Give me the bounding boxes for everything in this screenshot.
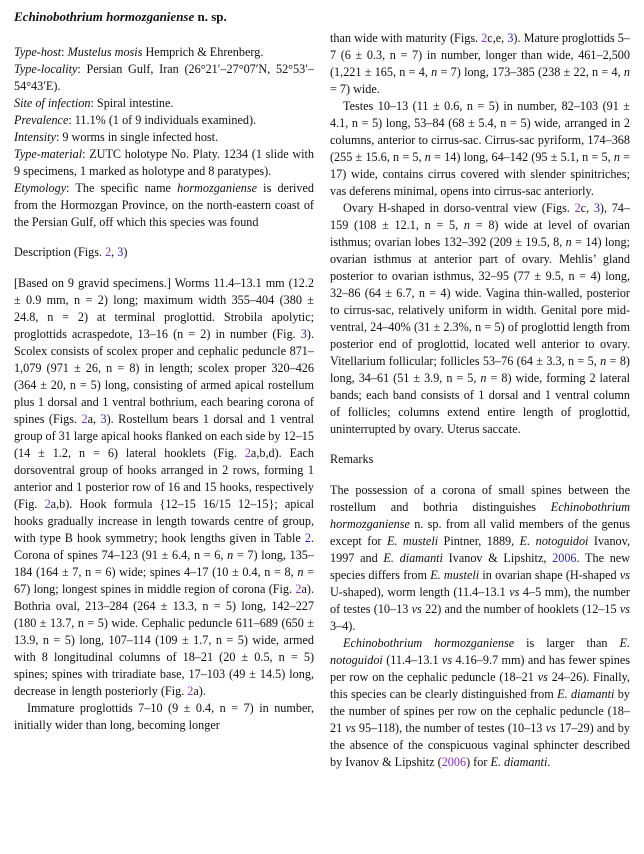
text-segment: Type-host (14, 45, 62, 59)
text-segment: 4.16–9.7 mm) and has fewer spines per row on the cephalic peduncle (18–21 (330, 653, 630, 684)
text-segment: E. musteli (430, 568, 480, 582)
text-segment: 22) and the number of hooklets (12–15 (421, 602, 620, 616)
site-of-infection-entry (14, 95, 314, 112)
fig-2-link[interactable]: 2 (105, 245, 112, 259)
fig-2-link[interactable]: 2 (81, 412, 88, 426)
description-paragraph-1 (14, 275, 314, 700)
text-segment: Description (Figs. (14, 245, 106, 259)
text-segment: n. sp. from all valid members of the genus except for (330, 517, 630, 548)
text-segment: by the number of spines per row on the cephalic peduncle (18–21 (330, 687, 630, 735)
text-segment: 24–26). Finally, this species can be clearly distinguished from (330, 670, 630, 701)
text-segment: Echinobothrium hormozganiense (330, 500, 630, 531)
text-segment: a,b,d). Each dorsoventral group of hooks arranged in 2 rows, forming 1 anterior and 1 posterior row of 16 and 15 hooks, respectively (Fig. (14, 446, 314, 511)
text-segment: a,b). Hook formula {12–15 16/15 12–15}; apical hooks gradually increase in length towards centre of group, with type B hook symmetry; hook lengths given in Table (14, 497, 314, 545)
text-segment: n (463, 218, 470, 232)
fig-3-link[interactable]: 3 (507, 31, 514, 45)
fig-2-link[interactable]: 2 (574, 201, 581, 215)
text-segment: = 14) long, 64–142 (95 ± 5.1, n = 5, (430, 150, 614, 164)
text-segment: Ivanov, 1997 and (330, 534, 630, 565)
text-segment: c,e, (487, 31, 508, 45)
text-segment: E. diamanti (490, 755, 548, 769)
text-segment: = 8) wide at level of ovarian isthmus; ovarian lobes 132–392 (209 ± 19.5, 8, (330, 218, 630, 249)
text-segment: n (480, 371, 487, 385)
text-segment: ). Rostellum bears 1 dorsal and 1 ventral group of 31 large apical hooks flanked on each side by 12–15 (14 ± 1.2, n = 6) lateral hooklets (Fig. (14, 412, 314, 460)
text-segment: n (623, 65, 630, 79)
right-column (330, 8, 630, 771)
fig-3-link[interactable]: 3 (593, 201, 600, 215)
fig-3-link[interactable]: 3 (117, 245, 124, 259)
text-segment: hormozganiense (177, 181, 258, 195)
text-segment: E. notoguidoi (519, 534, 589, 548)
description-paragraph-2 (14, 700, 314, 734)
description-heading (14, 244, 314, 261)
text-segment: Prevalence (14, 113, 69, 127)
text-segment: vs (509, 585, 520, 599)
text-segment: = 7) wide. (330, 82, 380, 96)
text-segment: 17–29) and by the absence of the conspicuous vaginal sphincter described by Ivanov & Lipshitz ( (330, 721, 630, 769)
text-segment: : ZUTC holotype No. Platy. 1234 (1 slide with 9 specimens, 1 marked as holotype and 8 paratypes). (14, 147, 314, 178)
text-segment: . (547, 755, 551, 769)
text-segment: 3–4). (330, 619, 356, 633)
text-segment: Mustelus mosis (67, 45, 143, 59)
text-segment: in ovarian shape (H-shaped (479, 568, 620, 582)
testes-paragraph (330, 98, 630, 200)
text-segment: vs (619, 568, 630, 582)
text-segment: Site of infection (14, 96, 91, 110)
text-segment: : (61, 45, 68, 59)
text-segment: vs (545, 721, 556, 735)
text-segment: = 8) long, 34–61 (51 ± 3.9, n = 5, (330, 354, 630, 385)
remarks-paragraph-1 (330, 482, 630, 635)
text-segment: Type-locality (14, 62, 78, 76)
text-segment: n (565, 235, 572, 249)
text-segment: E. diamanti (383, 551, 443, 565)
prevalence-entry (14, 112, 314, 129)
fig-2-link[interactable]: 2 (187, 684, 194, 698)
text-segment: . The new species differs from (330, 551, 631, 582)
table-2-link[interactable]: 2 (304, 531, 311, 545)
text-segment: Immature proglottids 7–10 (9 ± 0.4, n = 7) in number, initially wider than long, becoming longer (14, 701, 314, 732)
text-segment: vs (345, 721, 356, 735)
ref-2006-link[interactable]: 2006 (552, 551, 577, 565)
text-segment: a). Bothria oval, 213–284 (264 ± 13.3, n = 5) long, 142–227 (180 ± 13.7, n = 5) wide. Cephalic peduncle 611–689 (650 ± 13.9, n = 5) long, 107–114 (109 ± 1.7, n = 5) wide, armed with 8 longitudinal columns of 18–21 (20 ± 0.5, n = 5) spines; spines with triradiate base, 17–103 (49 ± 14.5) long, decrease in length posteriorly (Fig. (14, 582, 314, 698)
fig-2-link[interactable]: 2 (244, 446, 251, 460)
text-segment: c, (580, 201, 594, 215)
text-segment: Etymology (14, 181, 67, 195)
text-segment: n (613, 150, 620, 164)
text-segment: U-shaped), worm length (11.4–13.1 (330, 585, 510, 599)
text-segment: E. notoguidoi (330, 636, 630, 667)
text-segment: E. diamanti (557, 687, 615, 701)
text-segment: Intensity (14, 130, 56, 144)
text-segment: : Persian Gulf, Iran (26°21′–27°07′N, 52°53′–54°43′E). (14, 62, 314, 93)
intensity-entry (14, 129, 314, 146)
ovary-paragraph (330, 200, 630, 438)
text-segment: , (111, 245, 118, 259)
text-segment: Type-material (14, 147, 83, 161)
text-segment: : 11.1% (1 of 9 individuals examined). (68, 113, 257, 127)
text-segment: ), 74–159 (108 ± 12.1, n = 5, (330, 201, 630, 232)
etymology-entry (14, 180, 314, 231)
text-segment: vs (537, 670, 548, 684)
text-segment: = 67) long; longest spines in middle region of corona (Fig. (14, 565, 314, 596)
text-segment: = 14) long; ovarian isthmus at anterior part of ovary. Mehlis’ gland posterior to ovarian isthmus, 32–95 (77 ± 9.5, n = 4) long, 32–86 (64 ± 6.7, n = 4) wide. Vagina thin-walled, posterior to cirrus-sac, relatively uniform in width. Genital pore mid-ventral, 24–40% (31 ± 2.3%, n = 5) of proglottid length from posterior end of proglottid, located well anterior to ovary. Vitellarium follicular; follicles 53–76 (64 ± 3.3, n = 5, (330, 235, 630, 368)
text-segment: n (424, 150, 431, 164)
text-segment: ). Mature proglottids 5–7 (6 ± 0.3, n = 7) in number, longer than wide, 461–2,500 (1,221 ± 165, n = 4, (330, 31, 630, 79)
text-segment: Echinobothrium hormozganiense (14, 9, 195, 24)
remarks-paragraph-2 (330, 635, 630, 771)
text-segment: ) for (466, 755, 491, 769)
text-segment: (11.4–13.1 (382, 653, 442, 667)
type-material-entry (14, 146, 314, 180)
fig-2-link[interactable]: 2 (295, 582, 302, 596)
text-segment: Ovary H-shaped in dorso-ventral view (Figs. (343, 201, 575, 215)
fig-2-link[interactable]: 2 (44, 497, 51, 511)
type-locality-entry (14, 61, 314, 95)
species-title (14, 8, 314, 25)
text-segment: a). (193, 684, 206, 698)
text-segment: = 8) wide, forming 2 lateral bands; each band consists of 1 dorsal and 1 ventral column of follicles; columns extend entire length of proglottid, uninterrupted by ovary. Uterus saccate. (330, 371, 630, 436)
fig-3-link[interactable]: 3 (100, 412, 107, 426)
text-segment: n. sp. (194, 9, 227, 24)
fig-3-link[interactable]: 3 (300, 327, 307, 341)
text-segment: The possession of a corona of small spines between the rostellum and bothria distinguishes (330, 483, 630, 514)
ref-2006-link[interactable]: 2006 (441, 755, 467, 769)
text-segment: ) (123, 245, 128, 259)
text-segment: = 7) long, 135–184 (164 ± 7, n = 6) wide; spines 4–17 (10 ± 0.4, n = 8, (14, 548, 314, 579)
text-segment: Remarks (330, 452, 374, 466)
text-segment: n (431, 65, 438, 79)
text-segment: Echinobothrium hormozganiense (343, 636, 515, 650)
text-segment: = 17) wide, contains cirrus covered with slender spinitriches; vas deferens minimal, opens into cirrus-sac anteriorly. (330, 150, 631, 198)
text-segment: Ivanov & Lipshitz, (442, 551, 553, 565)
text-segment: Pintner, 1889, (438, 534, 520, 548)
text-segment: is derived from the Hormozgan Province, on the north-eastern coast of the Persian Gulf, off which this species was found (14, 181, 314, 229)
text-segment: is larger than (514, 636, 620, 650)
text-segment: : The specific name (66, 181, 178, 195)
text-segment: : 9 worms in single infected host. (55, 130, 219, 144)
text-segment: ). Scolex consists of scolex proper and cephalic peduncle 871–1,079 (971 ± 26, n = 8) in length; scolex proper 320–426 (364 ± 20, n = 5) long, consisting of armed apical rostellum plus 1 dorsal and 1 ventral bothrium, each bearing corona of spines (Figs. (14, 327, 314, 426)
text-segment: n (227, 548, 234, 562)
description-paragraph-3 (330, 30, 630, 98)
text-segment: [Based on 9 gravid specimens.] Worms 11.4–13.1 mm (12.2 ± 0.9 mm, n = 2) long; maximum width 355–404 (380 ± 24.8, n = 2) at terminal proglottid. Strobila apolytic; proglottids acraspedote, 13–16 (n = 2) in number (Fig. (14, 276, 314, 341)
text-segment: Testes 10–13 (11 ± 0.6, n = 5) in number, 82–103 (91 ± 4.1, n = 5) long, 53–84 (68 ± 5.4, n = 5) wide, arranged in 2 columns, anterior to cirrus-sac. Cirrus-sac pyriform, 174–368 (255 ± 15.6, n = 5, (330, 99, 630, 164)
text-segment: vs (619, 602, 630, 616)
two-column-layout (14, 8, 630, 771)
text-segment: 95–118), the number of testes (10–13 (355, 721, 546, 735)
text-segment: Hemprich & Ehrenberg. (142, 45, 264, 59)
fig-2-link[interactable]: 2 (481, 31, 488, 45)
text-segment: n (600, 354, 607, 368)
text-segment: : Spiral intestine. (90, 96, 174, 110)
text-segment: vs (441, 653, 453, 667)
remarks-heading (330, 451, 630, 468)
text-segment: = 7) long, 173–385 (238 ± 22, n = 4, (437, 65, 624, 79)
text-segment: 4–5 mm), the number of testes (10–13 (330, 585, 630, 616)
text-segment: vs (411, 602, 422, 616)
text-segment: . Corona of spines 74–123 (91 ± 6.4, n = 6, (14, 531, 314, 562)
text-segment: n (297, 565, 304, 579)
text-segment: than wide with maturity (Figs. (330, 31, 482, 45)
text-segment: E. musteli (386, 534, 439, 548)
text-segment: a, (87, 412, 101, 426)
left-column (14, 8, 314, 771)
type-host-entry (14, 44, 314, 61)
